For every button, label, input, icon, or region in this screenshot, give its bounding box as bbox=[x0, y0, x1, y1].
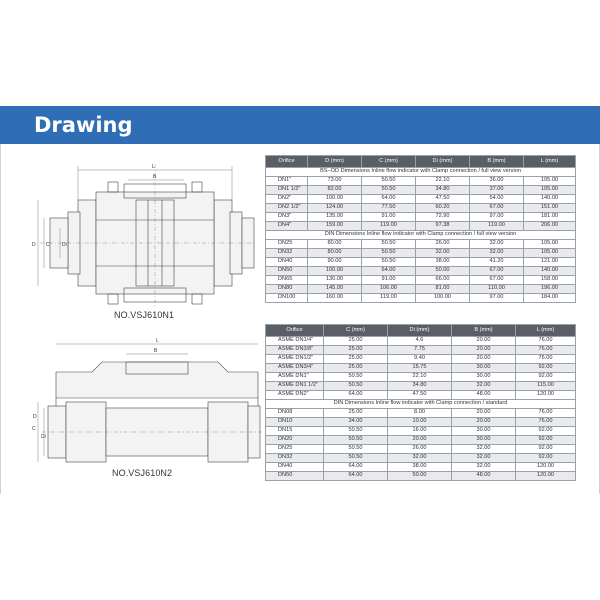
value-cell: 120.00 bbox=[516, 472, 576, 481]
value-cell: 25.00 bbox=[324, 364, 388, 373]
table-row bbox=[266, 222, 576, 231]
value-cell: 8.00 bbox=[388, 409, 452, 418]
value-cell: 64.00 bbox=[362, 195, 416, 204]
table-row bbox=[266, 391, 576, 400]
value-cell: 119.00 bbox=[362, 222, 416, 231]
dim-l-label: L bbox=[152, 164, 155, 170]
orifice-cell: DN40 bbox=[266, 463, 324, 472]
value-cell: 66.00 bbox=[416, 276, 470, 285]
value-cell: 119.00 bbox=[362, 294, 416, 303]
value-cell: 76.00 bbox=[516, 355, 576, 364]
value-cell: 82.00 bbox=[308, 186, 362, 195]
value-cell: 32.00 bbox=[452, 445, 516, 454]
value-cell: 25.00 bbox=[324, 337, 388, 346]
value-cell: 115.00 bbox=[516, 382, 576, 391]
value-cell: 119.00 bbox=[470, 222, 524, 231]
orifice-cell: ASME DN1 1/2" bbox=[266, 382, 324, 391]
value-cell: 159.00 bbox=[308, 222, 362, 231]
dim-di-label: Di bbox=[41, 434, 46, 440]
table-row bbox=[266, 285, 576, 294]
value-cell: 160.00 bbox=[308, 294, 362, 303]
column-header: B (mm) bbox=[452, 325, 516, 337]
value-cell: 121.00 bbox=[524, 258, 576, 267]
column-header: Di (mm) bbox=[388, 325, 452, 337]
value-cell: 92.00 bbox=[516, 373, 576, 382]
value-cell: 54.00 bbox=[470, 195, 524, 204]
value-cell: 20.00 bbox=[452, 418, 516, 427]
orifice-cell: DN40 bbox=[266, 258, 308, 267]
table-row bbox=[266, 427, 576, 436]
value-cell: 120.00 bbox=[516, 463, 576, 472]
value-cell: 50.50 bbox=[362, 249, 416, 258]
value-cell: 151.00 bbox=[524, 204, 576, 213]
dim-d-label: D bbox=[32, 242, 36, 248]
value-cell: 72.90 bbox=[416, 213, 470, 222]
value-cell: 181.00 bbox=[524, 213, 576, 222]
table-row bbox=[266, 373, 576, 382]
value-cell: 15.75 bbox=[388, 364, 452, 373]
value-cell: 92.00 bbox=[516, 427, 576, 436]
value-cell: 100.00 bbox=[308, 267, 362, 276]
value-cell: 184.00 bbox=[524, 294, 576, 303]
value-cell: 105.00 bbox=[524, 186, 576, 195]
dim-l-label: L bbox=[156, 338, 159, 344]
value-cell: 91.00 bbox=[362, 213, 416, 222]
table-row bbox=[266, 267, 576, 276]
value-cell: 81.00 bbox=[416, 285, 470, 294]
orifice-cell: DN32 bbox=[266, 454, 324, 463]
column-header: L (mm) bbox=[524, 156, 576, 168]
table-row bbox=[266, 258, 576, 267]
orifice-cell: ASME DN1" bbox=[266, 373, 324, 382]
value-cell: 30.00 bbox=[452, 364, 516, 373]
orifice-cell: ASME DN3/8" bbox=[266, 346, 324, 355]
table-row bbox=[266, 213, 576, 222]
value-cell: 20.00 bbox=[452, 409, 516, 418]
table-row bbox=[266, 249, 576, 258]
value-cell: 9.40 bbox=[388, 355, 452, 364]
value-cell: 50.50 bbox=[324, 427, 388, 436]
value-cell: 25.00 bbox=[324, 355, 388, 364]
value-cell: 100.00 bbox=[416, 294, 470, 303]
value-cell: 22.10 bbox=[388, 373, 452, 382]
orifice-cell: DN32 bbox=[266, 249, 308, 258]
dim-c-label: C bbox=[32, 426, 36, 432]
value-cell: 90.00 bbox=[308, 258, 362, 267]
orifice-cell: DN3" bbox=[266, 213, 308, 222]
orifice-cell: DN50 bbox=[266, 472, 324, 481]
value-cell: 106.00 bbox=[362, 285, 416, 294]
drawing-caption-1: NO.VSJ610N1 bbox=[114, 310, 175, 320]
table-row bbox=[266, 276, 576, 285]
orifice-cell: ASME DN2" bbox=[266, 391, 324, 400]
value-cell: 50.50 bbox=[362, 177, 416, 186]
value-cell: 34.00 bbox=[324, 418, 388, 427]
value-cell: 48.00 bbox=[452, 472, 516, 481]
value-cell: 30.00 bbox=[452, 427, 516, 436]
value-cell: 124.00 bbox=[308, 204, 362, 213]
table-row bbox=[266, 418, 576, 427]
value-cell: 50.50 bbox=[324, 436, 388, 445]
value-cell: 135.00 bbox=[308, 213, 362, 222]
value-cell: 50.50 bbox=[324, 445, 388, 454]
table-row bbox=[266, 195, 576, 204]
orifice-cell: DN65 bbox=[266, 276, 308, 285]
drawing-vsj610n1 bbox=[28, 160, 258, 310]
table-row bbox=[266, 436, 576, 445]
table-row bbox=[266, 337, 576, 346]
value-cell: 50.50 bbox=[362, 186, 416, 195]
value-cell: 77.50 bbox=[362, 204, 416, 213]
table-row bbox=[266, 409, 576, 418]
value-cell: 92.00 bbox=[516, 445, 576, 454]
value-cell: 20.00 bbox=[388, 436, 452, 445]
value-cell: 7.75 bbox=[388, 346, 452, 355]
orifice-cell: ASME DN3/4" bbox=[266, 364, 324, 373]
column-header: L (mm) bbox=[516, 325, 576, 337]
value-cell: 97.00 bbox=[470, 213, 524, 222]
value-cell: 34.80 bbox=[416, 186, 470, 195]
value-cell: 47.50 bbox=[416, 195, 470, 204]
value-cell: 80.00 bbox=[308, 249, 362, 258]
table-row bbox=[266, 454, 576, 463]
table-row bbox=[266, 364, 576, 373]
drawing-vsj610n2 bbox=[32, 338, 262, 468]
value-cell: 140.00 bbox=[524, 195, 576, 204]
value-cell: 32.00 bbox=[416, 249, 470, 258]
value-cell: 26.00 bbox=[388, 445, 452, 454]
value-cell: 206.00 bbox=[524, 222, 576, 231]
value-cell: 36.00 bbox=[470, 177, 524, 186]
orifice-cell: ASME DN1/4" bbox=[266, 337, 324, 346]
section-title-row: DIN Dimensions Inline flow indicator with Clamp connection / full view version bbox=[266, 231, 576, 240]
orifice-cell: DN15 bbox=[266, 427, 324, 436]
orifice-cell: DN80 bbox=[266, 285, 308, 294]
value-cell: 105.00 bbox=[524, 249, 576, 258]
column-header: B (mm) bbox=[470, 156, 524, 168]
value-cell: 64.00 bbox=[324, 463, 388, 472]
value-cell: 145.00 bbox=[308, 285, 362, 294]
value-cell: 76.00 bbox=[516, 418, 576, 427]
value-cell: 32.00 bbox=[452, 454, 516, 463]
value-cell: 32.00 bbox=[452, 382, 516, 391]
value-cell: 91.00 bbox=[362, 276, 416, 285]
value-cell: 50.00 bbox=[388, 472, 452, 481]
value-cell: 25.00 bbox=[324, 346, 388, 355]
orifice-cell: DN10 bbox=[266, 418, 324, 427]
value-cell: 32.00 bbox=[388, 454, 452, 463]
orifice-cell: DN25 bbox=[266, 445, 324, 454]
value-cell: 67.00 bbox=[470, 276, 524, 285]
table-row bbox=[266, 472, 576, 481]
table-bs-din-full-view bbox=[265, 155, 576, 303]
column-header: Di (mm) bbox=[416, 156, 470, 168]
dim-b-label: B bbox=[153, 174, 157, 180]
value-cell: 48.00 bbox=[452, 391, 516, 400]
section-header bbox=[0, 106, 600, 144]
table-row bbox=[266, 240, 576, 249]
value-cell: 97.38 bbox=[416, 222, 470, 231]
value-cell: 4.6 bbox=[388, 337, 452, 346]
value-cell: 26.00 bbox=[416, 240, 470, 249]
orifice-cell: DN1" bbox=[266, 177, 308, 186]
section-title-row: BS–OD Dimensions Inline flow indicator with Clamp connection / full view version bbox=[266, 168, 576, 177]
value-cell: 130.00 bbox=[308, 276, 362, 285]
section-title-row: DIN Dimensions Inline flow indicator with Clamp connection / standard bbox=[266, 400, 576, 409]
table-row bbox=[266, 294, 576, 303]
table-row bbox=[266, 186, 576, 195]
value-cell: 38.00 bbox=[416, 258, 470, 267]
value-cell: 60.20 bbox=[416, 204, 470, 213]
value-cell: 50.50 bbox=[324, 373, 388, 382]
orifice-cell: DN25 bbox=[266, 240, 308, 249]
column-header: C (mm) bbox=[362, 156, 416, 168]
table-asme-din-standard bbox=[265, 324, 576, 481]
orifice-cell: DN2 1/2" bbox=[266, 204, 308, 213]
value-cell: 38.00 bbox=[388, 463, 452, 472]
value-cell: 20.00 bbox=[452, 337, 516, 346]
column-header: C (mm) bbox=[324, 325, 388, 337]
section-title: Drawing bbox=[34, 113, 133, 137]
value-cell: 10.00 bbox=[388, 418, 452, 427]
value-cell: 50.00 bbox=[416, 267, 470, 276]
dim-c-label: C bbox=[46, 242, 50, 248]
value-cell: 92.00 bbox=[516, 364, 576, 373]
orifice-cell: DN4" bbox=[266, 222, 308, 231]
value-cell: 120.00 bbox=[516, 391, 576, 400]
value-cell: 76.00 bbox=[516, 337, 576, 346]
orifice-cell: DN2" bbox=[266, 195, 308, 204]
value-cell: 30.00 bbox=[452, 436, 516, 445]
value-cell: 25.00 bbox=[324, 409, 388, 418]
table-row bbox=[266, 445, 576, 454]
column-header: Orifice bbox=[266, 325, 324, 337]
value-cell: 97.00 bbox=[470, 294, 524, 303]
value-cell: 110.00 bbox=[470, 285, 524, 294]
value-cell: 105.00 bbox=[524, 177, 576, 186]
orifice-cell: DN20 bbox=[266, 436, 324, 445]
value-cell: 158.00 bbox=[524, 276, 576, 285]
column-header: Orifice bbox=[266, 156, 308, 168]
value-cell: 105.00 bbox=[524, 240, 576, 249]
dim-b-label: B bbox=[154, 348, 158, 354]
value-cell: 64.00 bbox=[362, 267, 416, 276]
value-cell: 67.00 bbox=[470, 267, 524, 276]
value-cell: 32.00 bbox=[452, 463, 516, 472]
value-cell: 50.50 bbox=[362, 258, 416, 267]
value-cell: 76.00 bbox=[516, 409, 576, 418]
value-cell: 20.00 bbox=[452, 355, 516, 364]
value-cell: 37.00 bbox=[470, 186, 524, 195]
value-cell: 64.00 bbox=[324, 391, 388, 400]
value-cell: 41.20 bbox=[470, 258, 524, 267]
value-cell: 16.00 bbox=[388, 427, 452, 436]
table-row bbox=[266, 355, 576, 364]
dim-d-label: D bbox=[33, 414, 37, 420]
value-cell: 92.00 bbox=[516, 454, 576, 463]
orifice-cell: DN50 bbox=[266, 267, 308, 276]
orifice-cell: ASME DN1/2" bbox=[266, 355, 324, 364]
orifice-cell: DN1 1/2" bbox=[266, 186, 308, 195]
value-cell: 80.00 bbox=[308, 240, 362, 249]
value-cell: 196.00 bbox=[524, 285, 576, 294]
value-cell: 50.50 bbox=[324, 454, 388, 463]
value-cell: 30.00 bbox=[452, 373, 516, 382]
value-cell: 50.50 bbox=[362, 240, 416, 249]
value-cell: 67.00 bbox=[470, 204, 524, 213]
orifice-cell: DN08 bbox=[266, 409, 324, 418]
column-header: D (mm) bbox=[308, 156, 362, 168]
value-cell: 32.00 bbox=[470, 240, 524, 249]
value-cell: 20.00 bbox=[452, 346, 516, 355]
dim-di-label: Di bbox=[62, 242, 67, 248]
value-cell: 47.50 bbox=[388, 391, 452, 400]
value-cell: 22.10 bbox=[416, 177, 470, 186]
table-row bbox=[266, 204, 576, 213]
value-cell: 140.00 bbox=[524, 267, 576, 276]
value-cell: 32.00 bbox=[470, 249, 524, 258]
table-row bbox=[266, 346, 576, 355]
orifice-cell: DN100 bbox=[266, 294, 308, 303]
value-cell: 73.00 bbox=[308, 177, 362, 186]
value-cell: 76.00 bbox=[516, 346, 576, 355]
value-cell: 34.80 bbox=[388, 382, 452, 391]
value-cell: 64.00 bbox=[324, 472, 388, 481]
table-row bbox=[266, 382, 576, 391]
table-row bbox=[266, 463, 576, 472]
value-cell: 50.50 bbox=[324, 382, 388, 391]
value-cell: 92.00 bbox=[516, 436, 576, 445]
drawing-caption-2: NO.VSJ610N2 bbox=[112, 468, 173, 478]
value-cell: 100.00 bbox=[308, 195, 362, 204]
table-row bbox=[266, 177, 576, 186]
